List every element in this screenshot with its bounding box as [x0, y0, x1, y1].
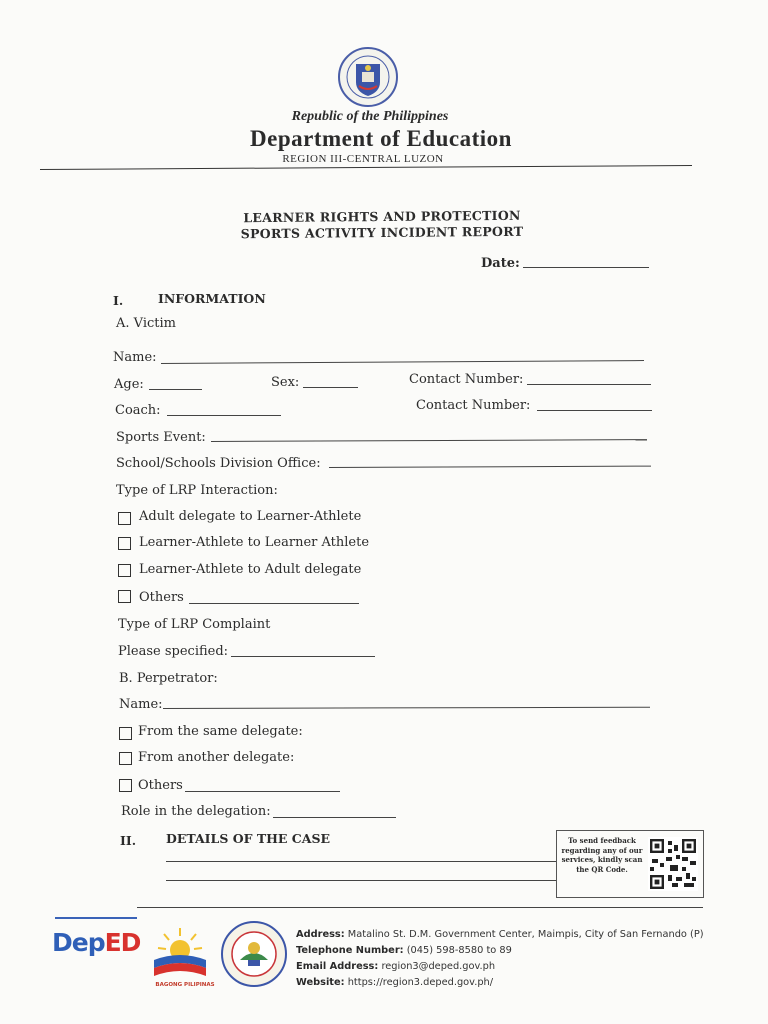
- deped-logo: DepED: [52, 928, 141, 957]
- section2-title: DETAILS OF THE CASE: [166, 831, 331, 846]
- learner-to-adult-checkbox[interactable]: [118, 564, 131, 577]
- report-title-line1: LEARNER RIGHTS AND PROTECTION: [243, 207, 521, 226]
- bagong-pilipinas-logo-icon: [150, 924, 210, 986]
- perpetrator-name-field[interactable]: [163, 707, 650, 709]
- another-delegate-checkbox[interactable]: [119, 752, 132, 765]
- victim-label: A. Victim: [116, 316, 176, 331]
- contact-number-label-1: Contact Number:: [409, 372, 524, 387]
- bagong-pilipinas-label: BAGONG PILIPINAS: [155, 982, 215, 988]
- role-label: Role in the delegation:: [121, 804, 271, 819]
- same-delegate-checkbox[interactable]: [119, 727, 132, 740]
- victim-name-field[interactable]: [161, 360, 644, 364]
- learner-to-learner-label: Learner-Athlete to Learner Athlete: [139, 535, 370, 550]
- coach-field[interactable]: [167, 415, 281, 416]
- department-title: Department of Education: [250, 126, 512, 151]
- section1-title: INFORMATION: [158, 291, 266, 306]
- telephone-line: Telephone Number: (045) 598-8580 to 89: [296, 945, 512, 956]
- case-details-line-2[interactable]: [166, 880, 556, 881]
- learner-to-learner-checkbox[interactable]: [118, 537, 131, 550]
- school-label: School/Schools Division Office:: [116, 456, 321, 471]
- header-divider: [40, 165, 692, 170]
- coach-label: Coach:: [115, 403, 161, 418]
- role-field[interactable]: [273, 817, 396, 818]
- sex-label: Sex:: [271, 375, 300, 390]
- school-field[interactable]: [329, 466, 651, 468]
- region-label: REGION III-CENTRAL LUZON: [282, 153, 444, 165]
- victim-name-label: Name:: [113, 350, 157, 365]
- contact-number-field-1[interactable]: [527, 384, 651, 385]
- learner-to-adult-label: Learner-Athlete to Adult delegate: [139, 562, 362, 577]
- deped-seal-icon: [333, 46, 403, 108]
- address-line: Address: Matalino St. D.M. Government Center, Maimpis, City of San Fernando (P): [296, 929, 704, 940]
- footer-contact-info: [296, 927, 726, 991]
- sex-field[interactable]: [303, 387, 358, 388]
- interaction-others-label: Others: [139, 590, 184, 605]
- qr-code-icon[interactable]: [648, 837, 698, 891]
- case-details-line-1[interactable]: [166, 861, 556, 862]
- website-line[interactable]: Website: https://region3.deped.gov.ph/: [296, 977, 494, 988]
- feedback-text: To send feedback regarding any of our services, kindly scan the QR Code.: [561, 836, 643, 874]
- adult-to-learner-checkbox[interactable]: [118, 512, 131, 525]
- contact-number-label-2: Contact Number:: [416, 398, 531, 413]
- interaction-type-label: Type of LRP Interaction:: [116, 483, 278, 498]
- section2-number: II.: [120, 833, 137, 848]
- interaction-others-field[interactable]: [189, 603, 359, 604]
- same-delegate-label: From the same delegate:: [138, 724, 303, 739]
- date-field[interactable]: [523, 267, 649, 268]
- perpetrator-others-checkbox[interactable]: [119, 779, 132, 792]
- contact-number-field-2[interactable]: [537, 410, 652, 411]
- section1-number: I.: [113, 293, 124, 308]
- republic-label: Republic of the Philippines: [291, 109, 449, 124]
- date-label: Date:: [481, 256, 520, 271]
- perpetrator-name-label: Name:: [119, 697, 163, 712]
- please-specified-label: Please specified:: [118, 644, 229, 659]
- perpetrator-others-label: Others: [138, 778, 183, 793]
- footer-divider: [137, 907, 703, 908]
- age-field[interactable]: [149, 389, 202, 390]
- email-line[interactable]: Email Address: region3@deped.gov.ph: [296, 961, 496, 972]
- perpetrator-label: B. Perpetrator:: [119, 671, 218, 686]
- another-delegate-label: From another delegate:: [138, 750, 295, 765]
- sports-event-field[interactable]: [211, 439, 647, 442]
- complaint-type-label: Type of LRP Complaint: [118, 617, 271, 632]
- please-specified-field[interactable]: [231, 656, 375, 657]
- interaction-others-checkbox[interactable]: [118, 590, 131, 603]
- perpetrator-others-field[interactable]: [185, 791, 340, 792]
- age-label: Age:: [114, 377, 144, 392]
- sports-event-label: Sports Event:: [116, 430, 206, 445]
- footer-accent-rule: [55, 917, 137, 919]
- adult-to-learner-label: Adult delegate to Learner-Athlete: [139, 509, 362, 524]
- report-title-line2: SPORTS ACTIVITY INCIDENT REPORT: [240, 223, 524, 242]
- region-seal-icon: [220, 920, 288, 988]
